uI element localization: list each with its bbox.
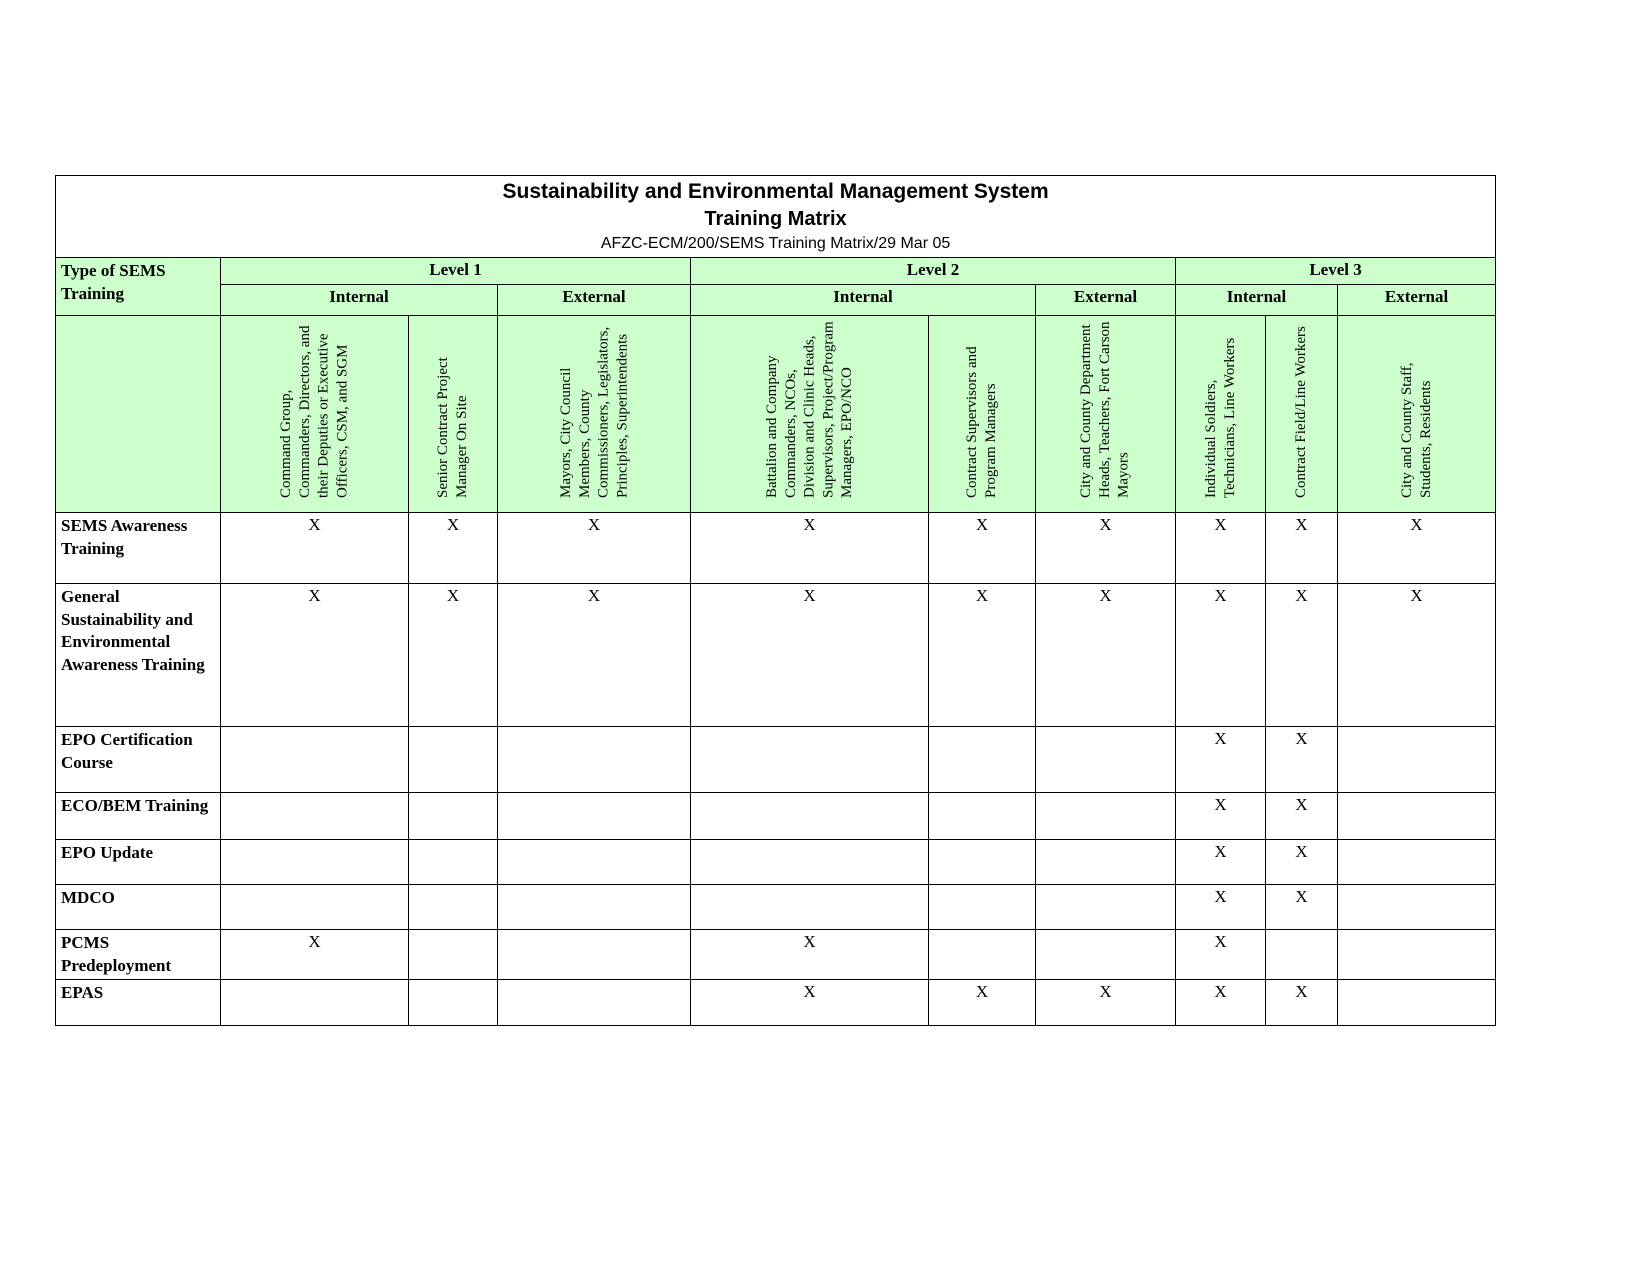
matrix-mark-cell — [498, 980, 691, 1026]
training-row-label: General Sustainability and Environmental Awareness Training — [56, 584, 221, 727]
training-row-label: EPO Update — [56, 840, 221, 885]
training-row-label: EPAS — [56, 980, 221, 1026]
document-title: Sustainability and Environmental Management System — [502, 180, 1049, 203]
training-matrix-table — [55, 175, 1496, 1026]
matrix-mark-cell — [498, 885, 691, 930]
matrix-mark-cell — [1036, 930, 1176, 980]
audience-header-row — [56, 316, 1496, 513]
column-header — [1176, 316, 1266, 513]
level-3-header: Level 3 — [1176, 258, 1496, 285]
matrix-mark-cell: X — [1266, 980, 1338, 1026]
level-2-internal-header: Internal — [691, 285, 1036, 316]
matrix-mark-cell: X — [221, 513, 409, 584]
table-row — [56, 584, 1496, 727]
document-reference: AFZC-ECM/200/SEMS Training Matrix/29 Mar 05 — [600, 235, 951, 253]
level-3-external-header: External — [1338, 285, 1496, 316]
training-row-label: ECO/BEM Training — [56, 793, 221, 840]
matrix-mark-cell — [929, 885, 1036, 930]
audience-header-spacer — [56, 316, 221, 513]
matrix-mark-cell — [929, 793, 1036, 840]
column-header — [498, 316, 691, 513]
matrix-mark-cell: X — [1176, 513, 1266, 584]
matrix-mark-cell — [1338, 930, 1496, 980]
matrix-mark-cell: X — [1266, 513, 1338, 584]
matrix-mark-cell — [498, 793, 691, 840]
matrix-mark-cell: X — [221, 584, 409, 727]
matrix-mark-cell — [409, 885, 498, 930]
matrix-mark-cell — [498, 840, 691, 885]
level-1-internal-header: Internal — [221, 285, 498, 316]
matrix-mark-cell — [1338, 980, 1496, 1026]
column-header — [1266, 316, 1338, 513]
matrix-mark-cell: X — [1266, 793, 1338, 840]
matrix-mark-cell: X — [1176, 584, 1266, 727]
column-header — [1338, 316, 1496, 513]
matrix-mark-cell — [1036, 885, 1176, 930]
matrix-mark-cell — [691, 885, 929, 930]
matrix-mark-cell — [929, 727, 1036, 793]
matrix-mark-cell — [929, 930, 1036, 980]
column-header — [409, 316, 498, 513]
table-row — [56, 885, 1496, 930]
level-header-row — [56, 258, 1496, 285]
document-page — [55, 175, 1495, 1026]
matrix-mark-cell — [409, 840, 498, 885]
column-audience-label: City and County Department Heads, Teachers, Fort Carson Mayors — [1078, 321, 1132, 499]
column-audience-label: Individual Soldiers, Technicians, Line Workers — [1202, 337, 1238, 499]
matrix-mark-cell: X — [1266, 885, 1338, 930]
matrix-mark-cell — [929, 840, 1036, 885]
matrix-mark-cell: X — [1036, 980, 1176, 1026]
column-audience-label: Mayors, City Council Members, County Commissioners, Legislators, Principles, Superintendents — [557, 326, 630, 499]
column-audience-label: Contract Field/Line Workers — [1293, 326, 1310, 499]
matrix-mark-cell — [691, 840, 929, 885]
matrix-mark-cell — [1266, 930, 1338, 980]
matrix-mark-cell: X — [1266, 584, 1338, 727]
matrix-mark-cell — [409, 793, 498, 840]
matrix-mark-cell — [498, 727, 691, 793]
matrix-mark-cell — [1338, 840, 1496, 885]
matrix-mark-cell — [1338, 727, 1496, 793]
matrix-mark-cell: X — [221, 930, 409, 980]
matrix-mark-cell — [221, 840, 409, 885]
matrix-mark-cell: X — [1338, 513, 1496, 584]
matrix-mark-cell: X — [1338, 584, 1496, 727]
level-3-internal-header: Internal — [1176, 285, 1338, 316]
matrix-mark-cell — [409, 727, 498, 793]
level-1-header: Level 1 — [221, 258, 691, 285]
document-subtitle: Training Matrix — [704, 208, 847, 231]
matrix-mark-cell — [1338, 793, 1496, 840]
matrix-mark-cell: X — [409, 513, 498, 584]
matrix-mark-cell: X — [1176, 793, 1266, 840]
training-row-label: SEMS Awareness Training — [56, 513, 221, 584]
training-row-label: MDCO — [56, 885, 221, 930]
matrix-mark-cell: X — [498, 513, 691, 584]
matrix-mark-cell: X — [929, 584, 1036, 727]
column-header — [221, 316, 409, 513]
training-row-label: PCMS Predeployment — [56, 930, 221, 980]
matrix-mark-cell: X — [1176, 980, 1266, 1026]
table-row — [56, 980, 1496, 1026]
matrix-mark-cell: X — [1266, 840, 1338, 885]
matrix-mark-cell: X — [1176, 930, 1266, 980]
matrix-mark-cell — [221, 980, 409, 1026]
table-row — [56, 513, 1496, 584]
column-header — [929, 316, 1036, 513]
matrix-mark-cell — [691, 793, 929, 840]
table-row — [56, 793, 1496, 840]
matrix-mark-cell: X — [929, 513, 1036, 584]
matrix-mark-cell: X — [691, 980, 929, 1026]
table-row — [56, 727, 1496, 793]
matrix-mark-cell — [1036, 727, 1176, 793]
column-header — [1036, 316, 1176, 513]
matrix-mark-cell — [221, 885, 409, 930]
matrix-mark-cell: X — [1176, 840, 1266, 885]
column-audience-label: City and County Staff, Students, Residents — [1398, 362, 1434, 499]
title-block — [56, 176, 1496, 258]
matrix-mark-cell: X — [1036, 584, 1176, 727]
matrix-mark-cell: X — [691, 513, 929, 584]
matrix-mark-cell — [221, 727, 409, 793]
matrix-mark-cell — [1338, 885, 1496, 930]
table-row — [56, 840, 1496, 885]
scope-header-row — [56, 285, 1496, 316]
matrix-mark-cell — [221, 793, 409, 840]
row-axis-label: Type of SEMS Training — [56, 258, 221, 316]
matrix-mark-cell: X — [691, 584, 929, 727]
column-audience-label: Battalion and Company Commanders, NCOs, Division and Clinic Heads, Supervisors, Project/Program Managers, EPO/NCO — [763, 321, 855, 499]
matrix-mark-cell: X — [409, 584, 498, 727]
training-row-label: EPO Certification Course — [56, 727, 221, 793]
matrix-mark-cell — [498, 930, 691, 980]
matrix-mark-cell: X — [691, 930, 929, 980]
matrix-mark-cell — [409, 980, 498, 1026]
matrix-mark-cell: X — [498, 584, 691, 727]
matrix-mark-cell — [1036, 840, 1176, 885]
title-row — [56, 176, 1496, 258]
level-2-header: Level 2 — [691, 258, 1176, 285]
column-audience-label: Command Group, Commanders, Directors, and their Deputies or Executive Officers, CSM, and SGM — [278, 325, 351, 499]
matrix-mark-cell: X — [1176, 727, 1266, 793]
matrix-mark-cell: X — [929, 980, 1036, 1026]
matrix-mark-cell: X — [1176, 885, 1266, 930]
column-audience-label: Senior Contract Project Manager On Site — [435, 357, 470, 499]
matrix-mark-cell: X — [1036, 513, 1176, 584]
column-audience-label: Contract Supervisors and Program Managers — [964, 346, 999, 499]
matrix-mark-cell: X — [1266, 727, 1338, 793]
level-2-external-header: External — [1036, 285, 1176, 316]
column-header — [691, 316, 929, 513]
matrix-mark-cell — [691, 727, 929, 793]
matrix-mark-cell — [409, 930, 498, 980]
table-row — [56, 930, 1496, 980]
level-1-external-header: External — [498, 285, 691, 316]
matrix-mark-cell — [1036, 793, 1176, 840]
